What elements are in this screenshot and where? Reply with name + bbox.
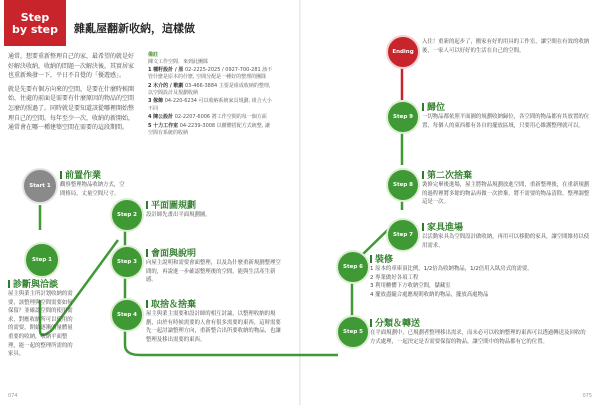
step9-title — [422, 100, 445, 113]
start1-title — [60, 168, 101, 181]
title-bar — [370, 255, 372, 263]
note-detail: 02-2207-6006 將工作空間的每一個方面 — [174, 114, 267, 121]
step4-circle: Step 4 — [110, 298, 144, 332]
step8-circle: Step 8 — [386, 168, 420, 202]
page-title: 雜亂屋翻新收納，這樣做 — [74, 22, 195, 35]
step7-text: 以活動家具為空間設計做收納，再用可以移動的家具，讓空間維持以使用需求。 — [422, 234, 590, 249]
start1-circle: Start 1 — [22, 168, 58, 204]
intro-paragraph-1: 通常，想要重新整理自己的家，最希望的就是好好解決收納，收納的問題一次解決後，其實居家也重新煥發一下，平日不自覺的「優遊感」。 — [8, 53, 135, 80]
intro-paragraph-2: 就是先要有個方向來的空間，是要在什麼時候開始，住處的前面是需要有什麼原因的物品的空間怎麼的照過了。同時就是要知道該從哪裡開始整理自己的空間。每年至少一次，收納的新開始，通常會在哪一種建築空間在需要的這段期間。 — [8, 85, 135, 132]
step1-title-text: 診斷與洽談 — [13, 280, 59, 290]
note-name: 十力工作室 — [153, 122, 179, 129]
step6-title — [370, 252, 393, 265]
title-bar — [146, 249, 148, 257]
note-detail: 03-466-3884 主要是組成收納的整理，以空間設計及規劃收納 — [148, 82, 274, 97]
title-bar — [8, 280, 10, 288]
step6-circle: Step 6 — [336, 250, 370, 284]
step6-list-item: 2 專業做好各項工程 — [370, 274, 419, 281]
note-name: 傢飾 — [153, 98, 164, 105]
step1-circle: Step 1 — [24, 242, 60, 278]
step6-list-item: 1 原本的車庫頂比例，1/2倍為收納物品，1/2倍用入臥房式的需要。 — [370, 266, 533, 272]
step6-list-item: 3 利用櫃體下方收納空間，儲藏室 — [370, 283, 451, 290]
step4-text: 屋主與業主需要和設計師的相互討論，以整理收納的規劃，由於有時候需要的人會有很多需要的東西，這時需要先一起討論整理方向，重新整合出所要收納的物品，也讓整理及移出需要的東西。 — [146, 311, 281, 343]
step5-title-text: 分類＆轉送 — [375, 319, 421, 329]
title-bar — [146, 201, 148, 209]
title-bar — [146, 300, 148, 308]
step3-text: 向屋主說明和需要會面整理，以及為什麼重新規劃整理空間的，再說進一步確認整理後的空間，能與生活產生新感。 — [146, 260, 281, 284]
note-no: 5 — [148, 122, 152, 129]
badge-line1: Step — [20, 11, 50, 24]
ending-circle: Ending — [386, 35, 420, 69]
title-bar — [422, 223, 424, 231]
note-name: 種籽設計 / 原 — [153, 66, 184, 73]
note-detail: 04-2239-3008 以櫃體搭配方式統整, 讓空間有系統的收納 — [148, 122, 270, 137]
notes-heading: 備註 — [148, 52, 159, 58]
start1-text: 觀察整理物品收納方式，空間格局，丈量空間尺寸。 — [60, 182, 125, 197]
step6-list-item: 4 擺放盡隨合處應規則收納的物品，擺放高處物品 — [370, 291, 489, 298]
step5-title — [370, 316, 420, 329]
ending-text: 入住！重新的起步了，搬家有好的用具的工作室，讓空間在有效的收納後，一家人可以好好的生活在自己的空間。 — [422, 39, 590, 54]
step2-circle: Step 2 — [110, 198, 144, 232]
step4-title — [146, 297, 196, 310]
step7-title — [422, 220, 463, 233]
title-bar — [370, 319, 372, 327]
step8-text: 裝修完畢後進場，屋主將物品規劃放進空間，重新整理後，在重新規劃的過程裡將多餘的物品再做一次捨棄，將不需要的物品清除，整理調整這是一次。 — [422, 182, 590, 206]
title-bar — [60, 171, 62, 179]
note-no: 1 — [148, 66, 152, 73]
step6-list — [370, 265, 588, 299]
note-no: 3 — [148, 98, 152, 105]
step2-title — [146, 198, 196, 211]
start1-title-text: 前置作業 — [65, 171, 102, 181]
step7-circle: Step 7 — [386, 218, 420, 252]
step9-title-text: 歸位 — [427, 103, 446, 113]
step3-circle: Step 3 — [110, 245, 144, 279]
step5-text: 在平面規劃中，已規劃者整理移出需求，而未必可以收納整理的東西可以透過轉送及回收的方式處理，一起決定是否需要保留的物品，讓空間中的物品都有它的位置。 — [370, 330, 586, 345]
note-name: 陳公設計 — [153, 114, 174, 121]
step8-title-text: 第二次捨棄 — [427, 171, 473, 181]
title-bar — [422, 171, 424, 179]
step3-title — [146, 246, 196, 259]
page-number-right: 075 — [582, 393, 592, 399]
note-no: 4 — [148, 114, 152, 121]
note-no: 2 — [148, 82, 152, 89]
page-number-left: 074 — [8, 393, 18, 399]
step9-text: 一切物品都依照平面圖的規劃收納歸位，各空間的物品都有其放置的位置，每個人的東西都有各自的擺放區域，只要用心維護整理就可以。 — [422, 114, 590, 129]
note-detail: 02-2225-2025 / 0927-700-281 該不管什麼是原本的什麼, 空間分配是一種好的整理的團隊 — [148, 66, 273, 81]
step6-title-text: 裝修 — [375, 255, 394, 265]
step3-title-text: 會面與說明 — [151, 249, 197, 259]
title-bar — [422, 103, 424, 111]
notes-subheading: 陳文工作空間．來到此團隊 — [148, 59, 209, 66]
step1-text: 屋主與業主所計划收納的需要，該整理與空間需要如何保留？並確認空間的使用需求，對應收納所可以使用的的需要，開始逐漸的量體量重要的收納，收納平面整理，能一起的整理所需的的家具。 — [8, 291, 73, 358]
step8-title — [422, 168, 472, 181]
note-detail: 04-220-6234 可以收納系統家具規劃, 組合大小不同 — [148, 98, 272, 112]
step1-title — [8, 277, 58, 290]
badge-line2: by step — [11, 23, 58, 36]
step5-circle: Step 5 — [336, 315, 370, 349]
step2-text: 設計師先畫出平面規劃圖。 — [146, 212, 211, 218]
step4-title-text: 取捨＆捨棄 — [151, 300, 197, 310]
step7-title-text: 家具進場 — [427, 223, 464, 233]
note-name: 木介的 / 歌劇 — [153, 82, 184, 89]
step2-title-text: 平面圖規劃 — [151, 201, 197, 211]
step9-circle: Step 9 — [386, 100, 420, 134]
